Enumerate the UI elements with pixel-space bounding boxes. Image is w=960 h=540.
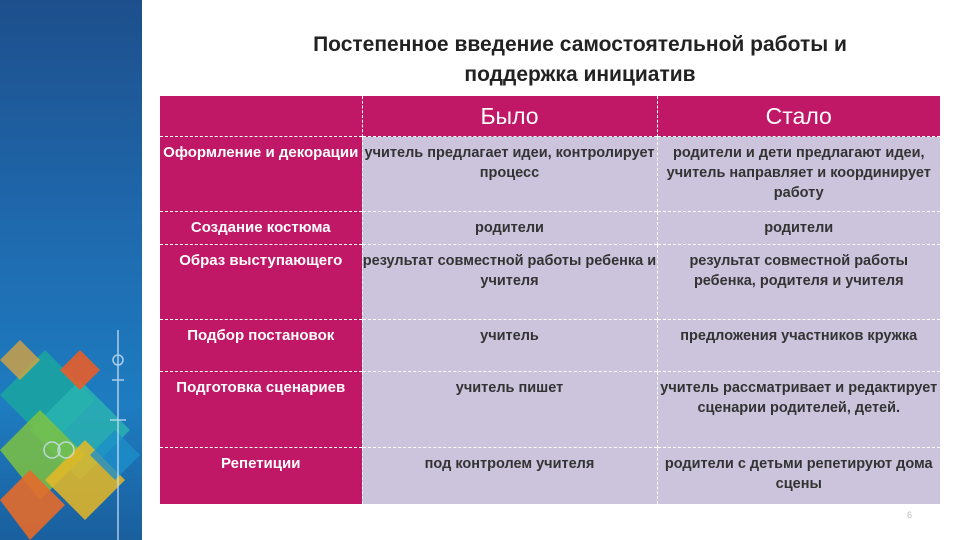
table-row <box>160 320 940 372</box>
cell-after: родители и дети предлагают идеи, учитель направляет и координирует работу <box>657 137 940 212</box>
header-empty <box>160 96 362 137</box>
header-after: Стало <box>657 96 940 137</box>
row-label: Репетиции <box>160 448 362 504</box>
page-title <box>200 30 960 90</box>
row-label: Образ выступающего <box>160 245 362 320</box>
title-line: поддержка инициатив <box>464 63 696 86</box>
cell-after: результат совместной работы ребенка, родителя и учителя <box>657 245 940 320</box>
cell-before: учитель <box>362 320 657 372</box>
table-row <box>160 448 940 504</box>
table-row <box>160 137 940 212</box>
cell-after: предложения участников кружка <box>657 320 940 372</box>
row-label: Создание костюма <box>160 212 362 245</box>
header-before: Было <box>362 96 657 137</box>
cell-before: под контролем учителя <box>362 448 657 504</box>
table-row <box>160 372 940 448</box>
cell-after: родители <box>657 212 940 245</box>
cell-after: родители с детьми репетируют дома сцены <box>657 448 940 504</box>
cell-before: учитель пишет <box>362 372 657 448</box>
row-label: Оформление и декорации <box>160 137 362 212</box>
table-row <box>160 245 940 320</box>
cell-after: учитель рассматривает и редактирует сценарии родителей, детей. <box>657 372 940 448</box>
cell-before: родители <box>362 212 657 245</box>
row-label: Подбор постановок <box>160 320 362 372</box>
title-line: Постепенное введение самостоятельной работы и <box>313 33 847 56</box>
comparison-table <box>160 96 940 504</box>
page-number: 6 <box>907 510 913 520</box>
decorative-sidebar <box>0 0 142 540</box>
sidebar-graphic <box>0 0 142 540</box>
row-label: Подготовка сценариев <box>160 372 362 448</box>
cell-before: учитель предлагает идеи, контролирует процесс <box>362 137 657 212</box>
header-row <box>160 96 940 137</box>
cell-before: результат совместной работы ребенка и учителя <box>362 245 657 320</box>
table-row <box>160 212 940 245</box>
